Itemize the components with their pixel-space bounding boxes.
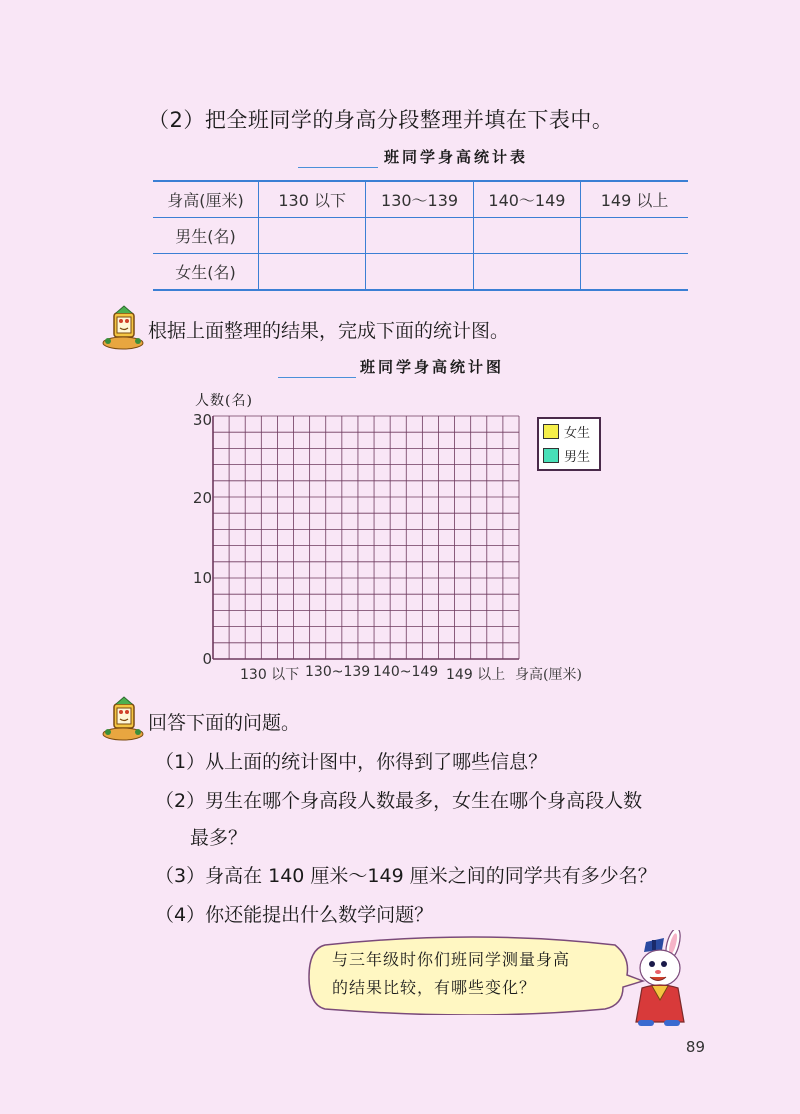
table-caption: 班同学身高统计表 (384, 148, 529, 166)
table-cell[interactable] (473, 254, 580, 291)
y-tick-label: 10 (192, 569, 212, 587)
table-cell[interactable] (366, 254, 473, 291)
question-2-cont: 最多？ (190, 827, 248, 849)
x-axis-label: 身高(厘米) (515, 667, 582, 683)
chart-title: 班同学身高统计图 (360, 358, 505, 376)
legend-item-boys (539, 443, 599, 467)
abacus-mascot-icon (100, 696, 146, 742)
section-2-title: （2）把全班同学的身高分段整理并填在下表中。 (148, 108, 614, 132)
header-cell: 130～139 (366, 181, 473, 218)
table-row-girls (153, 254, 688, 291)
legend-label: 女生 (564, 425, 591, 441)
chart-name-blank (278, 377, 356, 378)
table-cell[interactable] (581, 218, 688, 254)
row-label: 男生(名) (153, 218, 259, 254)
table-cell[interactable] (473, 218, 580, 254)
header-cell: 149 以上 (581, 181, 688, 218)
bubble-line-1: 与三年级时你们班同学测量身高 (332, 950, 571, 969)
height-stats-table (153, 180, 688, 291)
x-tick-label: 149 以上 (446, 667, 506, 683)
x-tick-label: 130 以下 (240, 667, 300, 683)
question-4: （4）你还能提出什么数学问题？ (155, 904, 434, 926)
table-name-blank (298, 167, 378, 168)
question-2: （2）男生在哪个身高段人数最多，女生在哪个身高段人数 (155, 790, 643, 812)
legend-swatch-girls (543, 424, 559, 439)
y-axis-label: 人数(名) (195, 393, 253, 409)
bubble-line-2: 的结果比较，有哪些变化？ (332, 978, 537, 997)
question-1: （1）从上面的统计图中，你得到了哪些信息？ (155, 751, 548, 773)
x-tick-label: 130~139 (305, 664, 371, 680)
legend-swatch-boys (543, 448, 559, 463)
table-cell[interactable] (259, 218, 366, 254)
y-tick-label: 20 (192, 489, 212, 507)
rabbit-teacher-icon (628, 930, 698, 1028)
table-cell[interactable] (366, 218, 473, 254)
table-cell[interactable] (581, 254, 688, 291)
header-cell: 130 以下 (259, 181, 366, 218)
y-tick-label: 30 (192, 411, 212, 429)
x-tick-label: 140~149 (373, 664, 439, 680)
y-tick-label: 0 (202, 650, 212, 668)
table-header-row (153, 181, 688, 218)
question-3: （3）身高在 140 厘米～149 厘米之间的同学共有多少名？ (155, 865, 657, 887)
page-number: 89 (685, 1038, 705, 1056)
task-2-text: 回答下面的问题。 (148, 712, 301, 734)
table-row-boys (153, 218, 688, 254)
header-cell: 身高(厘米) (153, 181, 259, 218)
header-cell: 140～149 (473, 181, 580, 218)
row-label: 女生(名) (153, 254, 259, 291)
table-cell[interactable] (259, 254, 366, 291)
task-1-text: 根据上面整理的结果，完成下面的统计图。 (148, 320, 510, 342)
chart-legend (537, 417, 601, 471)
abacus-mascot-icon (100, 305, 146, 351)
chart-grid (212, 415, 520, 660)
legend-item-girls (539, 419, 599, 443)
legend-label: 男生 (564, 449, 591, 465)
